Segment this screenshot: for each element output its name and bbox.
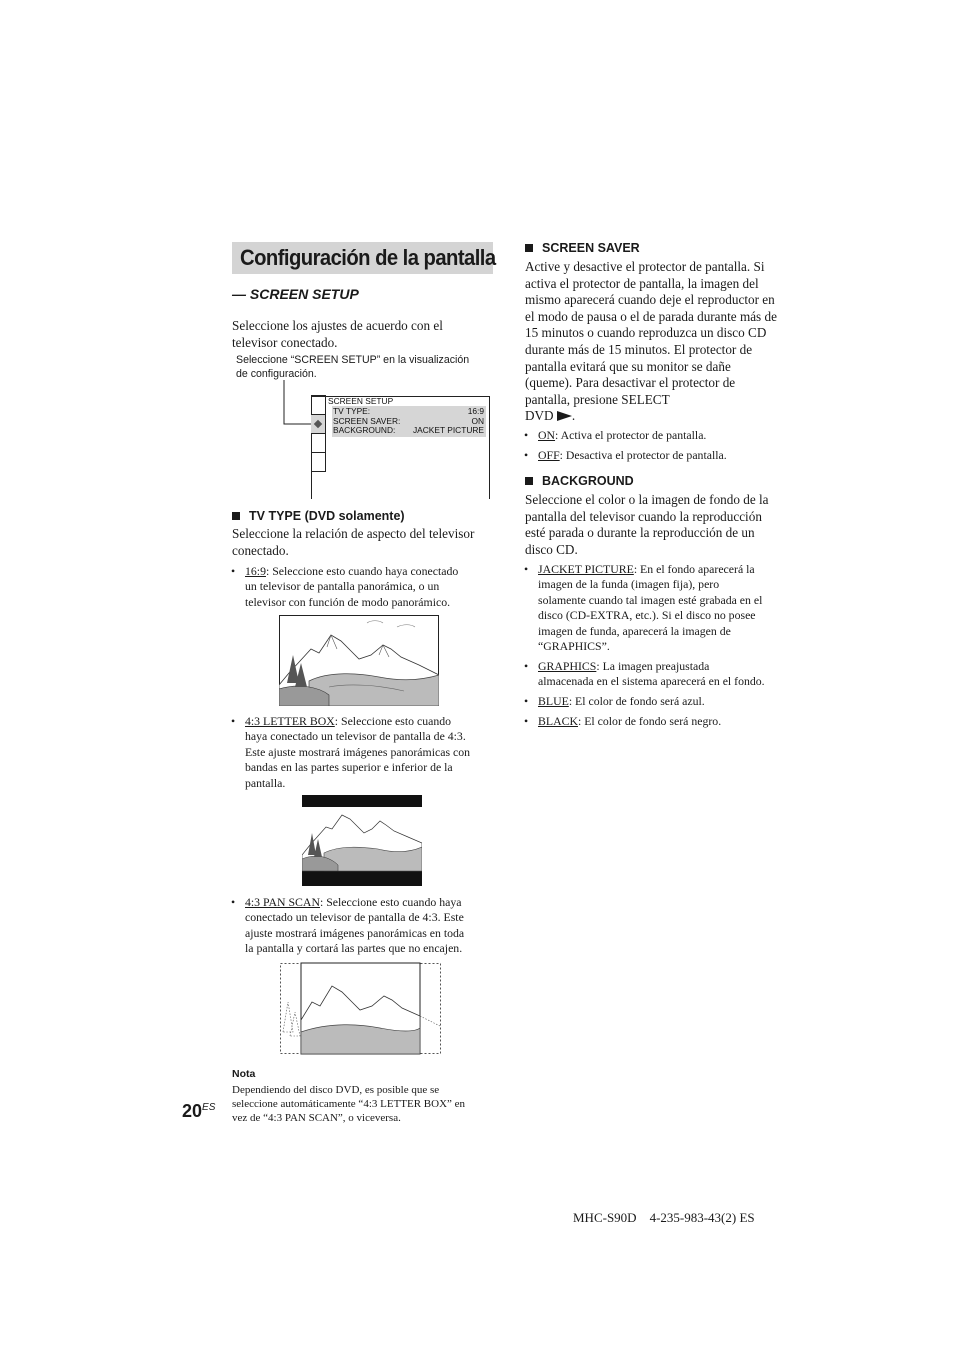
page-number: $20^{ES}$: [182, 1101, 216, 1121]
tv-type-heading: TV TYPE (DVD solamente): [232, 508, 405, 524]
option-off: • OFF: Desactiva el protector de pantalla.: [524, 448, 727, 462]
play-icon: [557, 411, 572, 421]
option-term: ON: [538, 428, 556, 442]
menu-row-value: ON: [471, 416, 484, 426]
bullet-icon: •: [524, 428, 529, 442]
note-text: [232, 1083, 465, 1125]
note-line: seleccione automáticamente “4:3 LETTER BOX” en: [232, 1098, 466, 1110]
menu-icon-cell: [311, 395, 326, 415]
bullet-icon: •: [524, 694, 529, 708]
panscan-picture: [280, 962, 441, 1055]
note-line: Dependiendo del disco DVD, es posible que se: [232, 1084, 440, 1096]
tv-type-intro-line: conectado.: [232, 542, 289, 558]
option-jacket-picture: • JACKET PICTURE: En el fondo aparecerá la imagen de la funda (imagen fija), pero solamente cuando tal imagen esté grabada en el disco (CD-EXTRA, etc.). Si el disco no posee imagen de funda, aparecerá la imagen de “GRAPHICS”.: [524, 562, 763, 654]
menu-icon-cell: [311, 452, 326, 472]
page-subtitle: — SCREEN SETUP: [232, 286, 359, 302]
screen-saver-body: Active y desactive el protector de pantalla. Si activa el protector de pantalla, la imagen del mismo aparecerá cuando deje el reproductor en el modo de pausa o el de parada durante más de 15 minutos o cuando reproduzca un disco CD durante más de 15 minutos. El protector de pantalla evitará que su monitor se dañe (queme). Para desactivar el protector de pantalla, presione SELECT DVD .: [525, 259, 777, 424]
note-line: vez de “4:3 PAN SCAN”, o viceversa.: [232, 1112, 401, 1124]
menu-row-value: JACKET PICTURE: [412, 425, 484, 435]
screen-saver-heading: SCREEN SAVER: [525, 240, 640, 256]
option-blue: • BLUE: El color de fondo será azul.: [524, 694, 705, 708]
option-term: BLUE: [538, 694, 569, 708]
menu-instruction: [236, 354, 492, 381]
tv-type-intro-line: Seleccione la relación de aspecto del televisor: [232, 526, 475, 541]
footer-model: MHC-S90D 4-235-983-43(2) ES: [573, 1210, 755, 1225]
intro-line: Seleccione los ajustes de acuerdo con el: [232, 318, 443, 333]
menu-row-label: TV TYPE:: [333, 406, 371, 416]
menu-instruction-line: de configuración.: [236, 367, 317, 380]
bullet-icon: •: [524, 448, 529, 462]
option-black: • BLACK: El color de fondo será negro.: [524, 714, 722, 728]
option-pan-scan: • 4:3 PAN SCAN: Seleccione esto cuando haya conectado un televisor de pantalla de 4:3. Este ajuste mostrará imágenes panorámicas en toda la pantalla y cortará las partes que no encajen.: [231, 895, 465, 956]
option-term: 4:3 PAN SCAN: [245, 895, 320, 909]
option-term: JACKET PICTURE: [538, 562, 634, 576]
bullet-icon: •: [231, 895, 236, 909]
option-graphics: • GRAPHICS: La imagen preajustada almacenada en el sistema aparecerá en el fondo.: [524, 659, 765, 689]
note-heading: Nota: [232, 1068, 256, 1080]
menu-instruction-line: Seleccione “SCREEN SETUP” en la visualización: [236, 354, 470, 366]
widescreen-picture: [279, 615, 439, 706]
menu-row-value: 16:9: [467, 406, 484, 416]
square-bullet-icon: [525, 477, 533, 485]
intro-text: [232, 318, 443, 351]
option-letter-box: • 4:3 LETTER BOX: Seleccione esto cuando haya conectado un televisor de pantalla de 4:3. Este ajuste mostrará imágenes panorámicas con bandas en las partes superior e inferior de la pantalla.: [231, 714, 471, 790]
option-16-9: • 16:9: Seleccione esto cuando haya conectado un televisor de pantalla panorámica, o un televisor con función de modo panorámico.: [231, 564, 459, 609]
menu-icon-cell: [311, 433, 326, 453]
bullet-icon: •: [524, 714, 529, 728]
option-term: BLACK: [538, 714, 578, 728]
bullet-icon: •: [231, 564, 236, 578]
intro-line: televisor conectado.: [232, 334, 338, 350]
square-bullet-icon: [232, 512, 240, 520]
page-title: Configuración de la pantalla: [240, 245, 496, 270]
menu-row-label: BACKGROUND:: [333, 425, 396, 435]
tv-type-intro: [232, 526, 474, 559]
menu-header: SCREEN SETUP: [328, 396, 394, 406]
bullet-icon: •: [524, 562, 529, 576]
bullet-icon: •: [524, 659, 529, 673]
background-heading: BACKGROUND: [525, 473, 634, 489]
background-body: Seleccione el color o la imagen de fondo de la pantalla del televisor cuando la reproducción esté parada o durante la reproducción de un disco CD.: [525, 492, 769, 557]
option-term: 4:3 LETTER BOX: [245, 714, 335, 728]
option-term: 16:9: [245, 564, 266, 578]
bullet-icon: •: [231, 714, 236, 728]
square-bullet-icon: [525, 244, 533, 252]
option-term: OFF: [538, 448, 560, 462]
option-on: • ON: Activa el protector de pantalla.: [524, 428, 707, 442]
letterbox-picture: [302, 795, 422, 886]
option-term: GRAPHICS: [538, 659, 597, 673]
menu-row-label: SCREEN SAVER:: [333, 416, 401, 426]
